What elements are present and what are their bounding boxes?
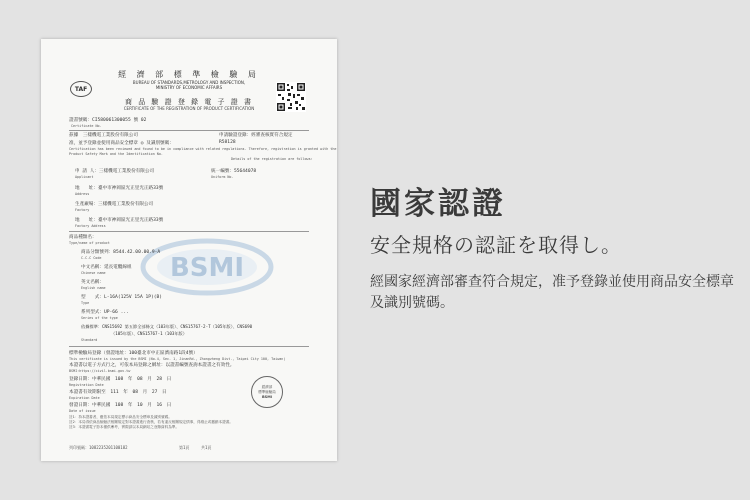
cn-name-en: Chinese name [81,271,106,275]
divider [69,346,309,347]
mark-row: 准，並予登錄並使用商品安全標章 ◎ 及識別號碼： [69,141,174,146]
details-en: Details of the registration are follows: [231,157,313,161]
issue-en: Date of issue [69,409,96,413]
notice-url: BSMI:https://civil.bsmi.gov.tw [69,369,131,373]
expiry-row: 本證書有效期限至 111 年 08 月 27 日 [69,390,167,395]
inspection-label: 申請驗證登錄：經審查核實符合規定 [219,133,293,138]
factory-address-en: Factory Address [75,224,106,228]
reg-place: 標準檢驗局登錄（發證地址：100臺北市中正區濟南路1段4號） [69,351,198,356]
standard-row-2: （105年版）、CNS15767-1（103年版） [111,331,187,336]
reg-line-en: Certification has been reviewed and found to be in compliance with related regulations. Therefore, registration is granted with the [69,147,337,151]
en-name-row: 英文名稱： [81,280,104,285]
product-type-label: 商品種類名： [69,235,97,240]
note-1: 註1：持本證書者，應依本局規定標示商品安全標章及識別號碼。 [69,415,172,419]
bsmi-seal-icon: 經濟部 標準檢驗局 BSMI [251,376,283,408]
registrant-row: 茲據 三樣機電工業股份有限公司 [69,133,138,138]
product-type-en: Type/name of product [69,241,110,245]
en-name-en: English name [81,286,106,290]
address-row: 地 址：臺中市神岡區光正里光正路33號 [75,186,164,191]
notice: 本證書以電子方式行之，可依本局登錄之網址：以證書編號查詢本證書之有效性。 [69,363,235,368]
address-en: Address [75,192,90,196]
applicant-en: Applicant [75,175,94,179]
cert-no-en: Certificate No. [71,124,102,128]
agency-title-en-2: MINISTRY OF ECONOMIC AFFAIRS [155,85,223,90]
reg-date-en: Registration Date [69,383,104,387]
headline: 國家認證 [370,186,506,222]
divider [69,130,309,131]
note-2: 註2：本局得依商品檢驗法相關規定對本證書進行查核，若有違反相關規定情事，得廢止或撤銷本證書。 [69,420,233,424]
uniform-no-row: 統一編號：55644078 [211,169,257,174]
agency-title-zh: 經 濟 部 標 準 檢 驗 局 [118,70,260,79]
subheadline: 安全規格の認証を取得し。 [370,233,622,257]
agency-title-en-1: BUREAU OF STANDARDS,METROLOGY AND INSPECTION, [132,80,246,85]
certificate-title-en: CERTIFICATE OF THE REGISTRATION OF PRODUCT CERTIFICATION [123,106,255,111]
type-en: Type [81,301,90,305]
uniform-no-en: Uniform No. [211,175,234,179]
mark-line-en: Product Safety Mark and the Identification No. [69,152,163,156]
certificate-document [41,39,337,461]
id-no: R58128 [219,140,236,145]
page-total: 共1頁 [201,445,212,450]
applicant-row: 申 請 人：三樣機電工業股份有限公司 [75,169,155,174]
standard-row: 依據標準：CNS15692 第五節全部條文（103年版）、CNS15767-2-T（105年版）、CNS690 [81,324,253,329]
ccc-en: C.C.C Code [81,256,102,260]
type-row: 型 式：L-16A(125V 15A 1P)(B) [81,295,163,300]
certificate-title-zh: 商 品 驗 證 登 錄 電 子 證 書 [124,98,254,106]
series-row: 系列型式：UP-66 ... [81,310,129,315]
reg-place-en: This certificate is issued by the BSMI (No.4, Sec. 1, JinanRd., Zhongzheng Dist., Taipei City 100, Taiwan) [69,357,286,361]
cn-name-row: 中文名稱：延長電纜線組 [81,265,132,270]
taf-logo-icon: TAF [70,81,92,97]
ccc-row: 商品分類號列：8544.42.00.00.9-A [81,250,161,255]
note-3: 註3：本證書電子影本僅供參考，實際請以本局網站之登錄資料為準。 [69,425,179,429]
factory-row: 生產廠場：三樣機電工業股份有限公司 [75,202,154,207]
watermark-text: BSMI [169,253,245,283]
page-no: 第1頁 [179,445,190,450]
bsmi-watermark-icon [137,229,277,303]
standard-en: Standard [81,338,98,342]
issue-row: 發證日期：中華民國 108 年 10 月 16 日 [69,403,172,408]
expiry-en: Expiration Date [69,396,100,400]
factory-en: Factory [75,208,90,212]
description: 經國家經濟部審查符合規定，准予登錄並使用商品安全標章及識別號碼。 [370,274,734,311]
cert-no-row: 證書號碼：CI580061300055 號 02 [69,118,147,123]
doc-no-row: 列印號碼：1082235201100182 [69,445,128,450]
factory-address-row: 地 址：臺中市神岡區光正里光正路33號 [75,218,164,223]
reg-date-row: 登錄日期：中華民國 108 年 08 月 28 日 [69,377,172,382]
series-en: Series of the type [81,316,118,320]
